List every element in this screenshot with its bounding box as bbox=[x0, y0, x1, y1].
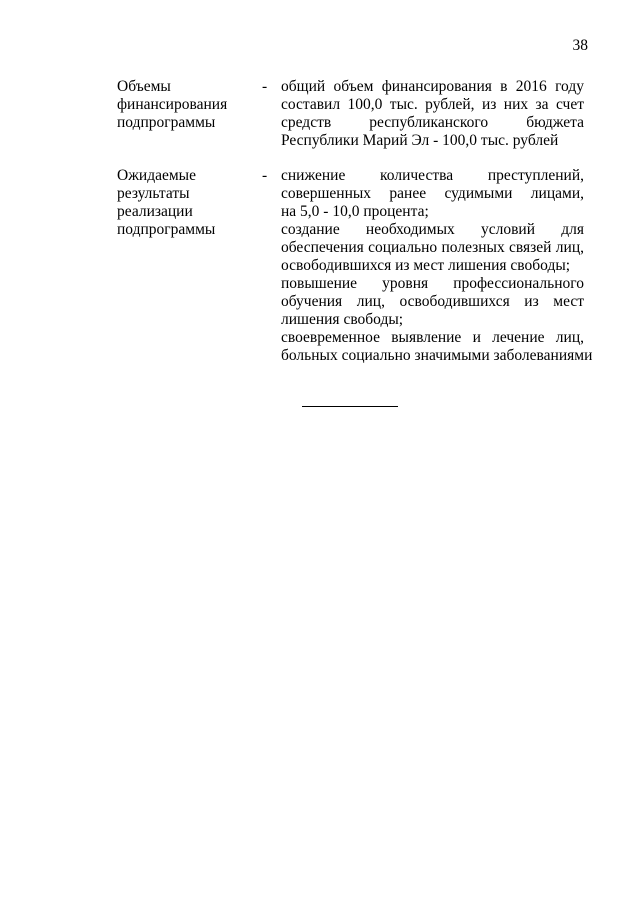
text-line: составил 100,0 тыс. рублей, из них за счет bbox=[281, 96, 584, 113]
text-line: лишения свободы; bbox=[281, 311, 404, 328]
text-line: совершенных ранее судимыми лицами, bbox=[281, 185, 584, 202]
label-line: подпрограммы bbox=[117, 114, 216, 131]
label-line: реализации bbox=[117, 203, 193, 220]
financing-text bbox=[281, 78, 584, 150]
label-line: результаты bbox=[117, 185, 190, 202]
label-line: Объемы bbox=[117, 78, 171, 95]
text-line: снижение количества преступлений, bbox=[281, 167, 584, 184]
text-line: Республики Марий Эл - 100,0 тыс. рублей bbox=[281, 132, 559, 149]
text-line: общий объем финансирования в 2016 году bbox=[281, 78, 584, 95]
expected-results-label bbox=[117, 167, 257, 239]
separator-dash: - bbox=[262, 167, 268, 184]
separator-dash: - bbox=[262, 78, 268, 95]
label-line: Ожидаемые bbox=[117, 167, 196, 184]
financing-label bbox=[117, 78, 257, 132]
label-line: финансирования bbox=[117, 96, 228, 113]
text-line: обучения лиц, освободившихся из мест bbox=[281, 293, 584, 310]
text-line: больных социально значимыми заболеваниями bbox=[281, 347, 593, 364]
text-line: средств республиканского бюджета bbox=[281, 114, 584, 131]
page-number: 38 bbox=[572, 37, 588, 54]
text-line: освободившихся из мест лишения свободы; bbox=[281, 257, 571, 274]
text-line: на 5,0 - 10,0 процента; bbox=[281, 203, 429, 220]
closing-divider bbox=[302, 406, 398, 407]
text-line: своевременное выявление и лечение лиц, bbox=[281, 329, 584, 346]
text-line: обеспечения социально полезных связей лиц, bbox=[281, 239, 584, 256]
text-line: повышение уровня профессионального bbox=[281, 275, 584, 292]
label-line: подпрограммы bbox=[117, 221, 216, 238]
expected-results-text bbox=[281, 167, 593, 365]
text-line: создание необходимых условий для bbox=[281, 221, 584, 238]
